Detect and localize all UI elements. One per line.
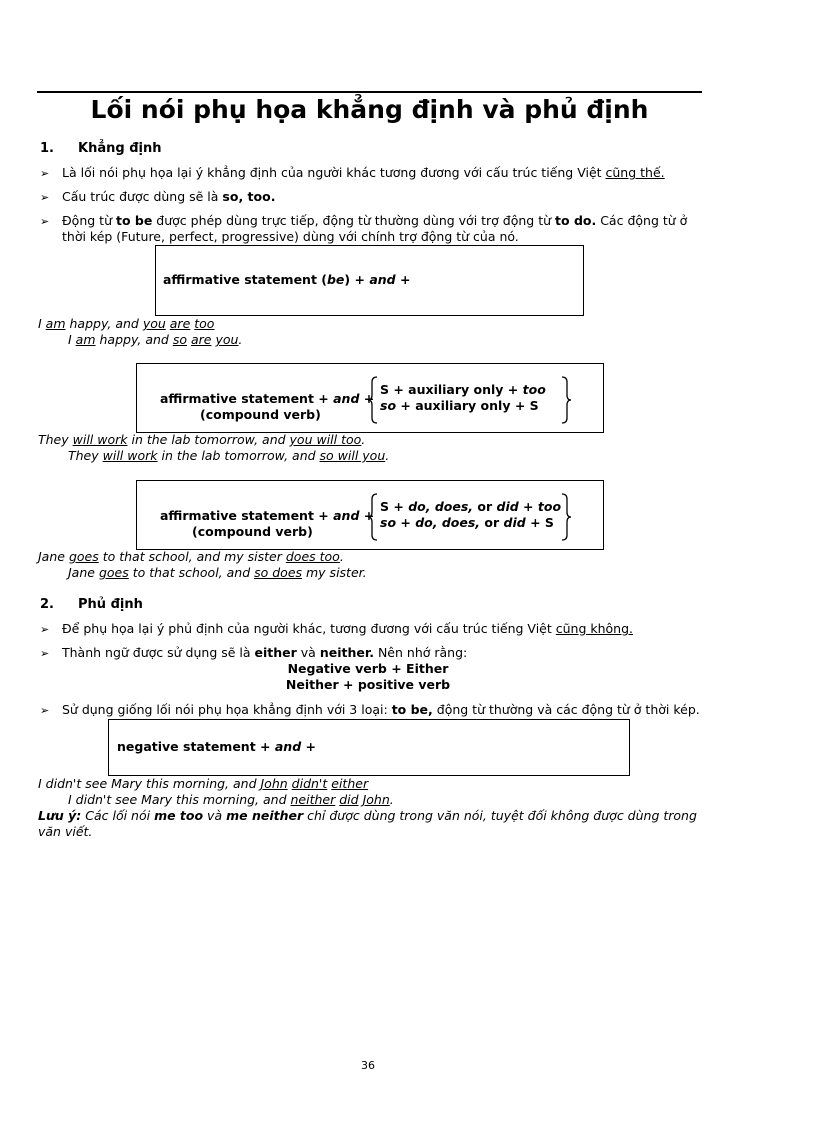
formula-do-left1: affirmative statement + and + <box>160 508 375 523</box>
page-title: Lối nói phụ họa khẳng định và phủ định <box>90 95 649 124</box>
section1-bullet2: Cấu trúc được dùng sẽ là so, too. <box>62 189 276 204</box>
page-number: 36 <box>361 1059 375 1072</box>
example1-line2: I am happy, and so are you. <box>68 332 243 347</box>
rule-neither-positive: Neither + positive verb <box>285 677 451 692</box>
example4-line2: I didn't see Mary this morning, and neither did John. <box>68 792 394 807</box>
formula-negative-text: negative statement + and + <box>117 739 316 754</box>
formula-aux-left1: affirmative statement + and + <box>160 391 375 406</box>
formula-do-right1: S + do, does, or did + too <box>380 499 562 514</box>
example2-line2: They will work in the lab tomorrow, and so will you. <box>68 448 390 463</box>
section2-number: 2. <box>40 597 54 612</box>
bullet-arrow-icon: ➢ <box>40 623 50 636</box>
section2-bullet1: Để phụ họa lại ý phủ định của người khác, tương đương với cấu trúc tiếng Việt cũng không. <box>62 621 634 636</box>
rule-negative-either: Negative verb + Either <box>287 661 449 676</box>
example3-line1: Jane goes to that school, and my sister does too. <box>38 549 344 564</box>
left-brace-icon <box>368 376 378 424</box>
example1-line1: I am happy, and you are too <box>38 316 215 331</box>
formula-aux-right1: S + auxiliary only + too <box>380 382 546 397</box>
note-line2: văn viết. <box>38 824 93 839</box>
bullet-arrow-icon: ➢ <box>40 704 50 717</box>
bullet-arrow-icon: ➢ <box>40 167 50 180</box>
section2-heading: Phủ định <box>78 597 143 612</box>
bullet-arrow-icon: ➢ <box>40 191 50 204</box>
example2-line1: They will work in the lab tomorrow, and you will too. <box>38 432 366 447</box>
section2-bullet3: Sử dụng giống lối nói phụ họa khẳng định với 3 loại: to be, động từ thường và các động từ ở thời kép. <box>62 702 700 717</box>
right-brace-icon <box>561 493 571 541</box>
section2-bullet2: Thành ngữ được sử dụng sẽ là either và neither. Nên nhớ rằng: <box>62 645 468 660</box>
right-brace-icon <box>561 376 571 424</box>
section1-bullet3-line2: thời kép (Future, perfect, progressive) dùng với chính trợ động từ của nó. <box>62 229 519 244</box>
title-rule <box>37 91 702 93</box>
section1-bullet3: Động từ to be được phép dùng trực tiếp, động từ thường dùng với trợ động từ to do. Các động từ ở <box>62 213 688 228</box>
example3-line2: Jane goes to that school, and so does my sister. <box>68 565 367 580</box>
left-brace-icon <box>368 493 378 541</box>
section1-bullet1: Là lối nói phụ họa lại ý khẳng định của người khác tương đương với cấu trúc tiếng Việt cũng thế. <box>62 165 665 180</box>
formula-do-right2: so + do, does, or did + S <box>380 515 554 530</box>
formula-be-text: affirmative statement (be) + and + <box>163 272 411 287</box>
section1-heading: Khẳng định <box>78 141 162 156</box>
section1-number: 1. <box>40 141 54 156</box>
bullet-arrow-icon: ➢ <box>40 215 50 228</box>
formula-aux-right2: so + auxiliary only + S <box>380 398 539 413</box>
formula-aux-left2: (compound verb) <box>200 407 321 422</box>
formula-do-left2: (compound verb) <box>192 524 313 539</box>
example4-line1: I didn't see Mary this morning, and John didn't either <box>38 776 369 791</box>
bullet-arrow-icon: ➢ <box>40 647 50 660</box>
note-line1: Lưu ý: Các lối nói me too và me neither chỉ được dùng trong văn nói, tuyệt đối không được dùng trong <box>38 808 697 823</box>
